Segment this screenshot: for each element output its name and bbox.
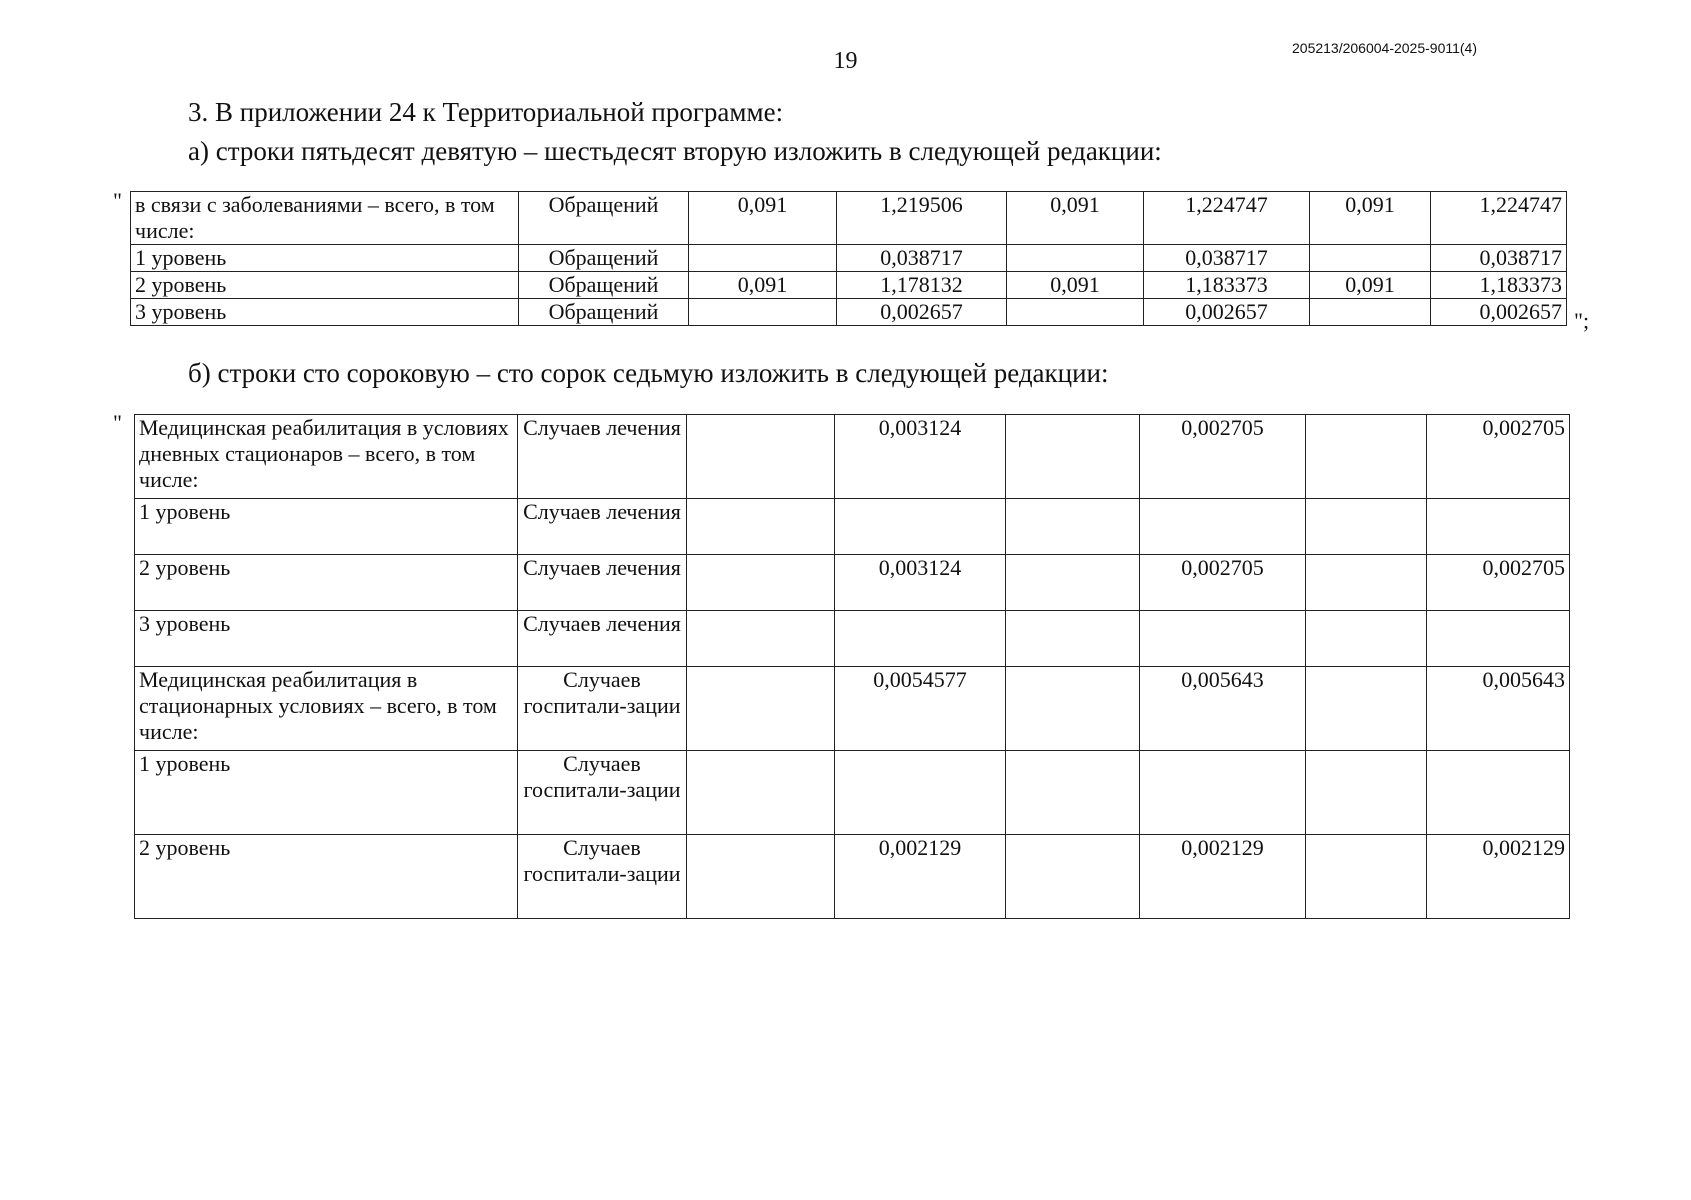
table-row <box>131 272 1567 299</box>
value-cell <box>1306 499 1427 555</box>
table-row <box>135 555 1570 611</box>
value-cell <box>1427 611 1570 667</box>
value-cell: 0,003124 <box>835 555 1006 611</box>
row-name: в связи с заболеваниями – всего, в том числе: <box>131 192 519 245</box>
value-cell: 0,002705 <box>1427 415 1570 499</box>
value-cell <box>1306 835 1427 919</box>
value-cell: 0,038717 <box>837 245 1007 272</box>
row-unit: Случаев лечения <box>518 555 687 611</box>
value-cell <box>1006 499 1140 555</box>
value-cell <box>1140 751 1306 835</box>
value-cell <box>1310 245 1431 272</box>
table-row <box>135 667 1570 751</box>
value-cell: 0,002705 <box>1427 555 1570 611</box>
row-unit: Обращений <box>519 192 689 245</box>
section-title: 3. В приложении 24 к Территориальной программе: <box>188 97 784 127</box>
value-cell: 0,002705 <box>1140 555 1306 611</box>
value-cell <box>835 751 1006 835</box>
row-unit: Случаев госпитали-зации <box>518 835 687 919</box>
value-cell <box>687 611 835 667</box>
row-unit: Случаев госпитали-зации <box>518 751 687 835</box>
value-cell <box>1306 555 1427 611</box>
value-cell <box>687 555 835 611</box>
value-cell <box>1427 751 1570 835</box>
row-name: Медицинская реабилитация в стационарных условиях – всего, в том числе: <box>135 667 518 751</box>
value-cell <box>1007 299 1144 326</box>
value-cell <box>1006 611 1140 667</box>
value-cell <box>687 751 835 835</box>
value-cell <box>689 299 837 326</box>
value-cell <box>1007 245 1144 272</box>
value-cell: 0,091 <box>1310 272 1431 299</box>
row-unit: Обращений <box>519 245 689 272</box>
value-cell <box>1140 611 1306 667</box>
table-row <box>135 751 1570 835</box>
part-b-title: б) строки сто сороковую – сто сорок седьмую изложить в следующей редакции: <box>188 358 1109 388</box>
value-cell: 0,091 <box>1310 192 1431 245</box>
value-cell: 0,005643 <box>1427 667 1570 751</box>
row-name: 3 уровень <box>135 611 518 667</box>
value-cell <box>1306 611 1427 667</box>
table-row <box>131 299 1567 326</box>
row-name: Медицинская реабилитация в условиях дневных стационаров – всего, в том числе: <box>135 415 518 499</box>
row-unit: Обращений <box>519 272 689 299</box>
value-cell: 0,038717 <box>1431 245 1567 272</box>
value-cell <box>689 245 837 272</box>
part-a-title: а) строки пятьдесят девятую – шестьдесят вторую изложить в следующей редакции: <box>188 136 1162 166</box>
row-unit: Обращений <box>519 299 689 326</box>
table-part-b <box>134 414 1570 919</box>
table-row <box>135 611 1570 667</box>
value-cell: 1,219506 <box>837 192 1007 245</box>
table-row <box>135 499 1570 555</box>
value-cell <box>1006 835 1140 919</box>
value-cell <box>1427 499 1570 555</box>
document-id: 205213/206004-2025-9011(4) <box>1292 40 1478 56</box>
value-cell: 0,002657 <box>1431 299 1567 326</box>
value-cell <box>1306 751 1427 835</box>
value-cell <box>835 611 1006 667</box>
value-cell: 1,224747 <box>1144 192 1310 245</box>
row-name: 1 уровень <box>135 499 518 555</box>
value-cell: 1,178132 <box>837 272 1007 299</box>
value-cell <box>1006 667 1140 751</box>
value-cell: 0,002657 <box>837 299 1007 326</box>
value-cell <box>1306 667 1427 751</box>
value-cell <box>687 835 835 919</box>
value-cell <box>835 499 1006 555</box>
table-row <box>135 835 1570 919</box>
value-cell: 0,0054577 <box>835 667 1006 751</box>
value-cell: 1,183373 <box>1144 272 1310 299</box>
value-cell <box>1306 415 1427 499</box>
value-cell: 0,002129 <box>1140 835 1306 919</box>
row-name: 3 уровень <box>131 299 519 326</box>
value-cell: 0,003124 <box>835 415 1006 499</box>
table-part-a <box>130 191 1567 326</box>
value-cell <box>1006 555 1140 611</box>
value-cell <box>687 499 835 555</box>
value-cell <box>1310 299 1431 326</box>
row-name: 2 уровень <box>135 835 518 919</box>
value-cell: 0,002129 <box>1427 835 1570 919</box>
value-cell <box>1006 415 1140 499</box>
value-cell: 0,091 <box>689 192 837 245</box>
value-cell <box>687 667 835 751</box>
value-cell <box>687 415 835 499</box>
page-number: 19 <box>833 48 858 74</box>
value-cell: 1,183373 <box>1431 272 1567 299</box>
value-cell: 0,091 <box>1007 272 1144 299</box>
value-cell: 0,002129 <box>835 835 1006 919</box>
table-row <box>131 245 1567 272</box>
value-cell: 0,038717 <box>1144 245 1310 272</box>
part-a-open-quote: " <box>113 188 122 213</box>
row-unit: Случаев лечения <box>518 611 687 667</box>
part-a-close-quote: "; <box>1574 308 1590 333</box>
row-unit: Случаев лечения <box>518 415 687 499</box>
row-name: 2 уровень <box>131 272 519 299</box>
value-cell: 0,091 <box>1007 192 1144 245</box>
row-unit: Случаев госпитали-зации <box>518 667 687 751</box>
row-name: 2 уровень <box>135 555 518 611</box>
row-name: 1 уровень <box>131 245 519 272</box>
value-cell: 0,002705 <box>1140 415 1306 499</box>
row-unit: Случаев лечения <box>518 499 687 555</box>
value-cell: 0,002657 <box>1144 299 1310 326</box>
value-cell: 1,224747 <box>1431 192 1567 245</box>
row-name: 1 уровень <box>135 751 518 835</box>
table-row <box>135 415 1570 499</box>
value-cell <box>1006 751 1140 835</box>
part-b-open-quote: " <box>113 410 122 435</box>
value-cell: 0,091 <box>689 272 837 299</box>
value-cell: 0,005643 <box>1140 667 1306 751</box>
value-cell <box>1140 499 1306 555</box>
table-row <box>131 192 1567 245</box>
